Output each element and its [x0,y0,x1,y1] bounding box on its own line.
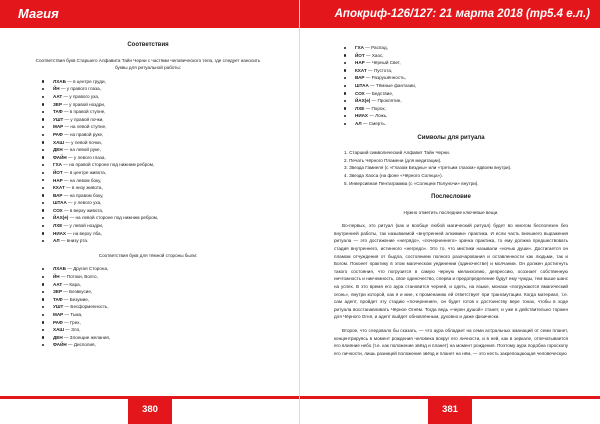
letter-meaning: — Потоки, Волго, [59,274,98,280]
list-item [42,78,264,86]
list-item [42,154,264,162]
letter-name: ААТ [53,93,63,99]
list-item [42,123,264,131]
letter-meaning: — Злоещие желания, [62,334,111,340]
letter-meaning: — Бесформенность, [63,304,109,310]
letter-meaning: — Зло, [64,327,81,333]
intro-text: Соответствия букв Старшего Алфавита Тайн Черни с частями человеческого тела, где следует наносить буквы для ритуальной работы: [35,57,261,71]
letter-name: ТАФ [53,109,63,115]
letter-meaning: — у левой ноздри, [62,223,104,229]
letter-name: ЗЕР [53,289,63,295]
letter-meaning: — на верху лба, [66,230,102,236]
letter-name: ФАЙН [53,342,67,348]
letter-meaning: — на правой руке, [62,131,104,137]
letter-name: ХАШ [53,139,64,145]
letter-name: ААТ [53,281,63,287]
symbol-item: 5. Инверсивная Пентаграмма (с «Солнцем Полуночи» внутри). [344,180,479,186]
letter-name: ГХА [53,162,62,168]
letter-meaning: — Пустота, [366,67,393,73]
list-item [42,237,264,245]
letter-meaning: — Ложь, [368,113,388,119]
page-number: 381 [428,396,472,424]
list-item [42,85,264,93]
letter-name: ДЕН [53,147,63,153]
letter-name: МАР [53,124,64,130]
afterword-paragraph-2: Второе, что следовало бы сказать, — что аура обладает на семи астральных эманаций от семи планет, концентрируясь в момент рождения человека вокруг его личности, и в ней, как в зеркале, отпечатывается его влияние небо (т.е. как положение звёзд и планет) на момент рождения. Поэтому аура подобна гороскопу его личности, лишь разницей положение звёзд и планет на нём, — это несть закрепощающая человеческую [334,328,568,356]
list-item [42,288,264,296]
left-footer [0,396,300,424]
letter-name: КХАТ [53,185,65,191]
list-item [42,303,264,311]
footer-rule-right [172,396,300,399]
letter-meaning: — на левой стороне под нижним ребром, [68,215,159,221]
letter-meaning: — в центре живота, [62,169,107,175]
left-header-title: Магия [18,6,59,21]
letter-meaning: — у левой почки, [64,139,102,145]
list-item [344,105,568,113]
letter-name: НАР [355,60,365,66]
list-item [42,265,264,273]
symbol-item: 4. Звезда Хаоса (на фоне «Чёрного Солнца»). [344,172,443,178]
list-item [42,319,264,327]
list-item [344,59,568,67]
letter-name: ЙАХ(е) [355,98,371,104]
list-item [42,169,264,177]
letter-meaning: — на правой стороне под нижним ребром, [62,162,155,168]
letter-meaning: — на левой руке, [62,147,101,153]
list-item [42,230,264,238]
letter-name: ШТАА [53,200,67,206]
dark-side-intro: Соответствия букв для тёмной стороны были: [98,252,198,258]
letter-meaning: — Бедствие, [364,90,394,96]
letter-meaning: — у правой почки, [63,116,104,122]
list-item [344,82,568,90]
list-item [42,116,264,124]
letter-meaning: — в центре груди, [65,78,106,84]
letter-meaning: — Тьма, [63,312,83,317]
page-number: 380 [128,396,172,424]
letter-name: РАФ [53,319,63,325]
letter-meaning: — у правого глаза, [59,86,101,92]
body-correspondence-list [32,78,264,245]
letter-meaning: — Порок, [364,105,386,111]
right-header [300,0,600,28]
letter-name: ЛХЕ [355,105,365,111]
letter-name: ЙН [53,274,60,280]
list-item [42,192,264,200]
letter-meaning: — Чёрный Свет, [364,60,401,66]
list-item [344,120,568,128]
list-item [344,52,568,60]
letter-name: КХАТ [355,67,367,73]
letter-name: ШТАА [355,82,369,88]
list-item [42,139,264,147]
letter-meaning: — у левого глаза, [66,154,106,160]
letter-name: РАФ [53,131,63,137]
symbols-title: Символы для ритуала [417,134,485,141]
letter-meaning: — Кара, [62,281,81,287]
letter-meaning: — у правого уха, [62,93,100,99]
list-item [344,97,568,105]
symbol-item: 3. Звезда Гамиеля (с «Глазом Бездны» или «третьим глазом» вдвоем внутри). [344,165,512,171]
right-footer [300,396,600,424]
list-item [42,93,264,101]
letter-name: ГХА [355,45,364,50]
letter-meaning: — Грех, [62,319,81,325]
list-item [42,311,264,319]
right-content [334,44,568,363]
afterword-title: Послесловие [431,194,471,201]
afterword-paragraph: Во-первых, это ритуал (как и вообще любой магический ритуал) будет во многом бесполезен без внутренней работы, так называемой «внутренней алхимии» практика. И если часть внешнего выражения ритуала — это достижение «негрядо», «почерненнего» зрачка практика, то ему должна предшествовать стадия внутреннего, истинного «негредо». Это то, что мистики называли «ночью души». Достигается он пламом отчуждения от быдла, состоянием полного разочарования и оставленности как людьми, так и Богом. Покоеет практику в этом магическом уединении (одиночестве) и молчании. Он должен достигнуть такого состояния, что погрузится в самую черную меланхолию, депрессию, осознает собственную ничтожность и никчемность, свое одиночество, сперва и предопределение будут ему чужды, тем выше шанс на успех. В это время его аура становится черней, и одеть, на языке, монахи «погружаются вмагический огонь», внутри которой, как я и мне, к променанию ей ответствует при трансмутации. Когда материал, т.е. сам адепт, пройдет эту стадию «почернения», он будет готов к достоинству вере тонах, чтобы в ходе ритуала восстанавливать Чёрное Огнём. Тогда ведь «черен душой» станет, и уже в действительно торжен для Чёрного Огня, и адепт выйдет обновлённым, духовно и даже физически. [334,223,568,320]
letter-meaning: — Смерть. [361,120,387,126]
letter-meaning: — на правом боку, [62,192,104,198]
letter-meaning: — на левой ступне, [63,124,107,130]
list-item [344,90,568,98]
list-item [344,74,568,82]
letter-meaning: — в правой ступне, [62,109,106,115]
letter-meaning: — в низу живота, [64,185,103,191]
letter-name: ЙОТ [355,52,365,58]
list-item [344,67,568,75]
letter-meaning: — на левом боку, [62,177,102,183]
list-item [344,44,568,52]
letter-meaning: — внизу рта. [59,238,89,244]
list-item [42,296,264,304]
symbols-list [334,149,568,187]
afterword-lead: Нужно отметить последние ключевые вещи. [403,209,499,215]
list-item [42,341,264,349]
letter-meaning: — Хаос, [364,52,384,58]
letter-name: НИАХ [355,113,369,119]
symbol-item: 2. Печать Чёрного Пламени (для медитации). [344,157,442,163]
list-item [42,207,264,215]
symbol-item: 1. Старший символический Алфавит Тайн Черни. [344,150,451,156]
letter-name: НИАХ [53,230,67,236]
list-item [344,112,568,120]
letter-meaning: — Тёмные фантазии, [368,82,417,88]
letter-name: ЗЕР [53,101,63,107]
letter-name: ЙН [53,86,60,92]
footer-rule-left [0,396,128,399]
right-page [300,0,600,424]
letter-name: ЙОТ [53,169,63,175]
dark-correspondence-list [32,265,264,349]
letter-meaning: — Разрушённость, [364,75,406,81]
list-item [42,101,264,109]
letter-name: ТАФ [53,296,63,302]
letter-meaning: — Другая Сторона, [65,266,109,272]
list-item [42,334,264,342]
list-item [42,281,264,289]
footer-rule-right [472,396,600,399]
left-header [0,0,300,28]
letter-name: УШТ [53,116,64,122]
letter-name: ДЕН [53,334,63,340]
footer-rule-left [300,396,428,399]
list-item [42,161,264,169]
list-item [42,199,264,207]
letter-name: ЛХАБ [53,78,66,84]
list-item [42,131,264,139]
letter-meaning: — Безвкусие, [62,289,93,295]
list-item [42,177,264,185]
letter-meaning: — Дисполия, [66,342,96,348]
letter-name: ЙАХ(е) [53,215,69,221]
letter-name: ВАР [53,192,63,198]
list-item [42,214,264,222]
letter-name: СОХ [355,90,365,96]
list-item [42,146,264,154]
list-item [42,222,264,230]
letter-meaning: — Безумие, [62,296,90,302]
letter-name: ЛХЕ [53,223,63,229]
letter-name: ФАЙН [53,154,67,160]
list-item [42,108,264,116]
letter-meaning: — у левого уха, [66,200,102,206]
letter-meaning: — Проклятие, [370,98,402,104]
letter-name: ЛХАБ [53,266,66,272]
letter-name: АЛ [53,238,60,244]
letter-name: НАР [53,177,63,183]
section-title: Соответствия [127,42,169,48]
letter-meaning: — в верху живота, [62,207,104,213]
letter-meaning: — у правой ноздри, [62,101,106,107]
letter-name: ВАР [355,75,365,81]
list-item [42,184,264,192]
left-content [32,40,264,356]
letter-name: УШТ [53,304,64,310]
letter-name: СОХ [53,207,63,213]
letter-name: АЛ [355,120,362,126]
letter-name: МАР [53,312,64,317]
right-header-title: Апокриф-126/127: 21 марта 2018 (тр5.4 е.л.) [334,8,590,20]
letter-name: ХАШ [53,327,64,333]
list-item [42,326,264,334]
list-item [42,273,264,281]
dark-correspondence-list-cont [334,44,568,128]
letter-meaning: — Распад, [364,45,388,50]
